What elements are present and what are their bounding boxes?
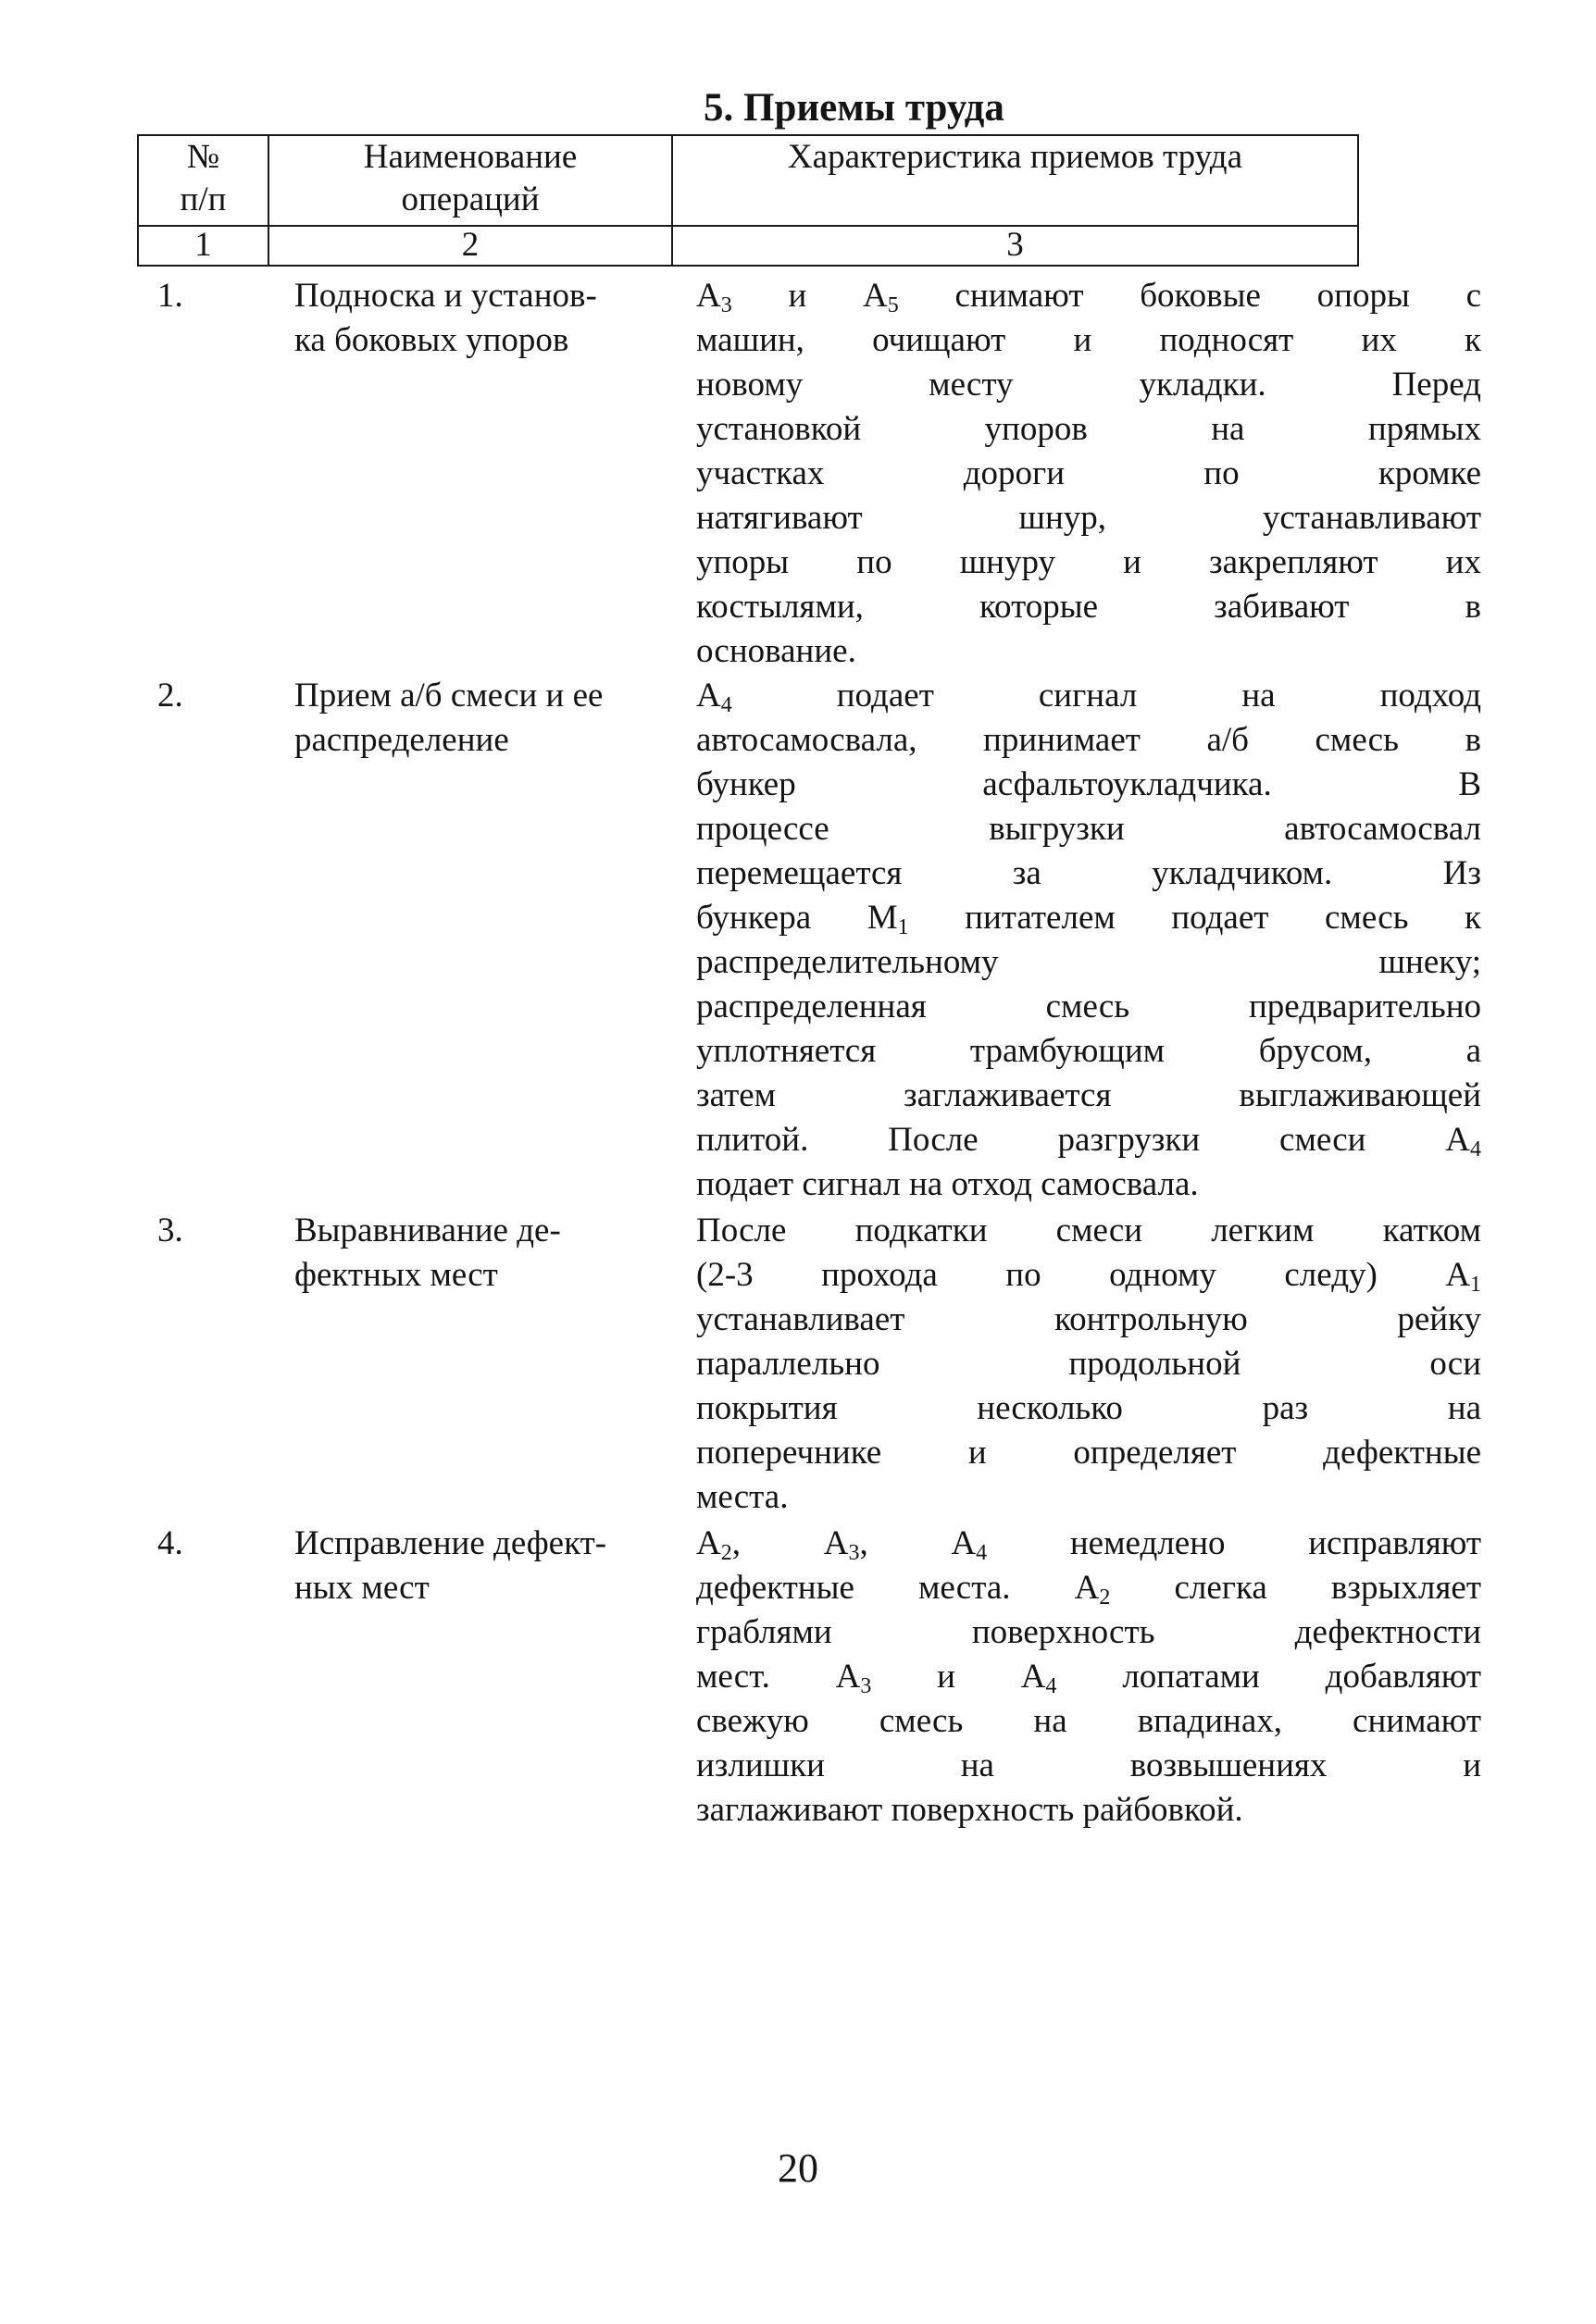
operation-description: $А_4$ подает сигнал на подход автосамосвала, принимает а/б смесь в бункер асфальтоукладчика. В процессе выгрузки автосамосвал перемещается за укладчиком. Из бункера $М_1$ питателем подает смесь к распределительному шнеку; распределенная смесь предварительно уплотняется трамбующим брусом, а затем заглаживается выглаживающей плитой. После разгрузки смеси $А_4$ подает сигнал на отход самосвала. xyxy=(696,677,1482,1203)
operation-description: $А_3$ и $А_5$ снимают боковые опоры с машин, очищают и подносят их к новому месту укладки. Перед установкой упоров на прямых участках дороги по кромке натягивают шнур, устанавливают упоры по шнуру и закрепляют их костылями, которые забивают в основание. xyxy=(696,277,1482,670)
column-number: 3 xyxy=(672,226,1358,266)
header-cell-number: № п/п xyxy=(138,135,268,226)
header-cell-description: Характеристика приемов труда xyxy=(672,135,1358,226)
column-number: 1 xyxy=(138,226,268,266)
column-number: 2 xyxy=(268,226,672,266)
section-title: 5. Приемы труда xyxy=(704,86,1004,130)
header-row xyxy=(138,135,1358,226)
operation-name: Подноска и установ- ка боковых упоров xyxy=(294,277,597,359)
row-number: 3. xyxy=(157,1212,183,1249)
header-cell-operation: Наименование операций xyxy=(268,135,672,226)
operation-description: $А_2$, $А_3$, $А_4$ немедлено исправляют дефектные места. $А_2$ слегка взрыхляет граблями поверхность дефектности мест. $А_3$ и $А_4$ лопатами добавляют свежую смесь на впадинах, снимают излишки на возвышениях и заглаживают поверхность райбовкой. xyxy=(696,1524,1482,1829)
operation-name: Выравнивание де- фектных мест xyxy=(294,1212,561,1294)
operation-description: После подкатки смеси легким катком (2-3 прохода по одному следу) $А_1$ устанавливает контрольную рейку параллельно продольной оси покрытия несколько раз на поперечнике и определяет дефектные места. xyxy=(696,1212,1482,1516)
row-number: 1. xyxy=(157,277,183,315)
row-number: 4. xyxy=(157,1524,183,1562)
column-number-row xyxy=(138,226,1358,266)
operation-name: Прием а/б смеси и ее распределение xyxy=(294,677,604,759)
page-number: 20 xyxy=(778,2145,818,2191)
row-number: 2. xyxy=(157,677,183,715)
table-header xyxy=(137,134,1359,267)
operation-name: Исправление дефект- ных мест xyxy=(294,1524,607,1607)
